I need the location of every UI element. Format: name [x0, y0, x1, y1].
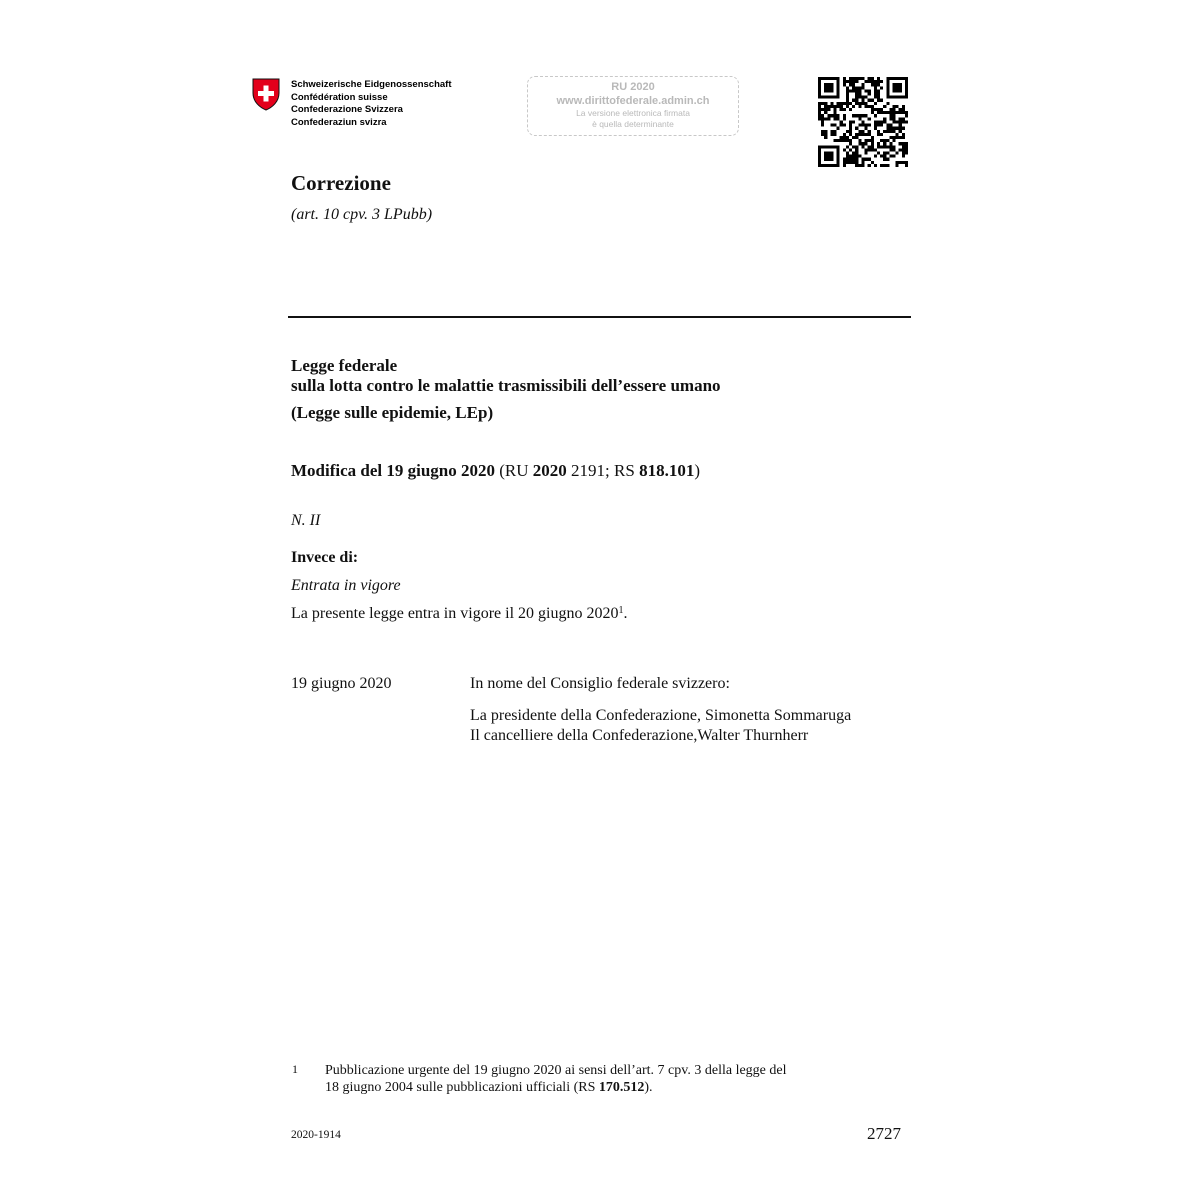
- modification-line: [291, 461, 700, 481]
- shield-graphic: [252, 78, 280, 111]
- law-title: [291, 356, 721, 423]
- confederation-name-rm: Confederaziun svizra: [291, 116, 387, 128]
- document-subtitle: (art. 10 cpv. 3 LPubb): [291, 206, 433, 223]
- entry-sentence: La presente legge entra in vigore il 20 giugno 2020: [291, 605, 619, 622]
- law-title-line2: sulla lotta contro le malattie trasmissibili dell’essere umano: [291, 376, 721, 395]
- modification-ru-year: 2020: [532, 461, 567, 480]
- page-number: 2727: [867, 1124, 901, 1143]
- signatories: [470, 706, 851, 746]
- footnote-number: 1: [292, 1062, 298, 1076]
- footnote-rs-reference: 170.512: [598, 1079, 645, 1095]
- entry-into-force-text: [291, 605, 627, 623]
- confederation-names: [291, 79, 452, 129]
- section-number: N. II: [291, 512, 321, 529]
- footnote-line1: Pubblicazione urgente del 19 giugno 2020 ai sensi dell’art. 7 cpv. 3 della legge del: [325, 1063, 787, 1078]
- footnote-text: [325, 1063, 787, 1096]
- modification-ru-label: (RU: [495, 461, 533, 480]
- confederation-name-fr: Confédération suisse: [291, 91, 388, 103]
- qr-code-graphic: [818, 77, 908, 167]
- signature-date: 19 giugno 2020: [291, 675, 392, 692]
- modification-date: Modifica del 19 giugno 2020: [291, 461, 496, 480]
- publication-stamp: [527, 76, 739, 136]
- swiss-cross-shield-icon: [252, 78, 280, 111]
- footnote-line2: [325, 1080, 787, 1097]
- law-title-line1: Legge federale: [291, 356, 398, 375]
- signatory-chancellor: Il cancelliere della Confederazione,Walter Thurnherr: [470, 727, 809, 744]
- entry-into-force-heading: Entrata in vigore: [291, 577, 401, 594]
- stamp-collection: RU 2020: [611, 81, 655, 93]
- stamp-note-line1: La versione elettronica firmata: [576, 108, 690, 118]
- footnote-line2-text: 18 giugno 2004 sulle pubblicazioni ufficiali (RS: [325, 1079, 599, 1095]
- document-id: 2020-1914: [291, 1129, 341, 1141]
- signatory-president: La presidente della Confederazione, Simonetta Sommaruga: [470, 707, 852, 724]
- footnote-reference: 1: [618, 605, 624, 616]
- confederation-name-de: Schweizerische Eidgenossenschaft: [291, 79, 452, 90]
- stamp-url: www.dirittofederale.admin.ch: [556, 95, 710, 107]
- qr-code-icon: [818, 77, 908, 167]
- modification-ru-page: 2191; RS: [566, 461, 640, 480]
- modification-close: ): [694, 461, 700, 480]
- footnote-line2-end: ).: [644, 1079, 653, 1095]
- document-title: Correzione: [291, 171, 391, 195]
- title-divider: [288, 316, 911, 318]
- confederation-name-it: Confederazione Svizzera: [291, 104, 403, 116]
- law-title-line3: (Legge sulle epidemie, LEp): [291, 403, 494, 422]
- entry-period: .: [623, 605, 628, 622]
- modification-rs-number: 818.101: [639, 461, 695, 480]
- stamp-note-line2: è quella determinante: [592, 118, 674, 129]
- instead-label: Invece di:: [291, 549, 359, 566]
- signature-council: In nome del Consiglio federale svizzero:: [470, 675, 730, 692]
